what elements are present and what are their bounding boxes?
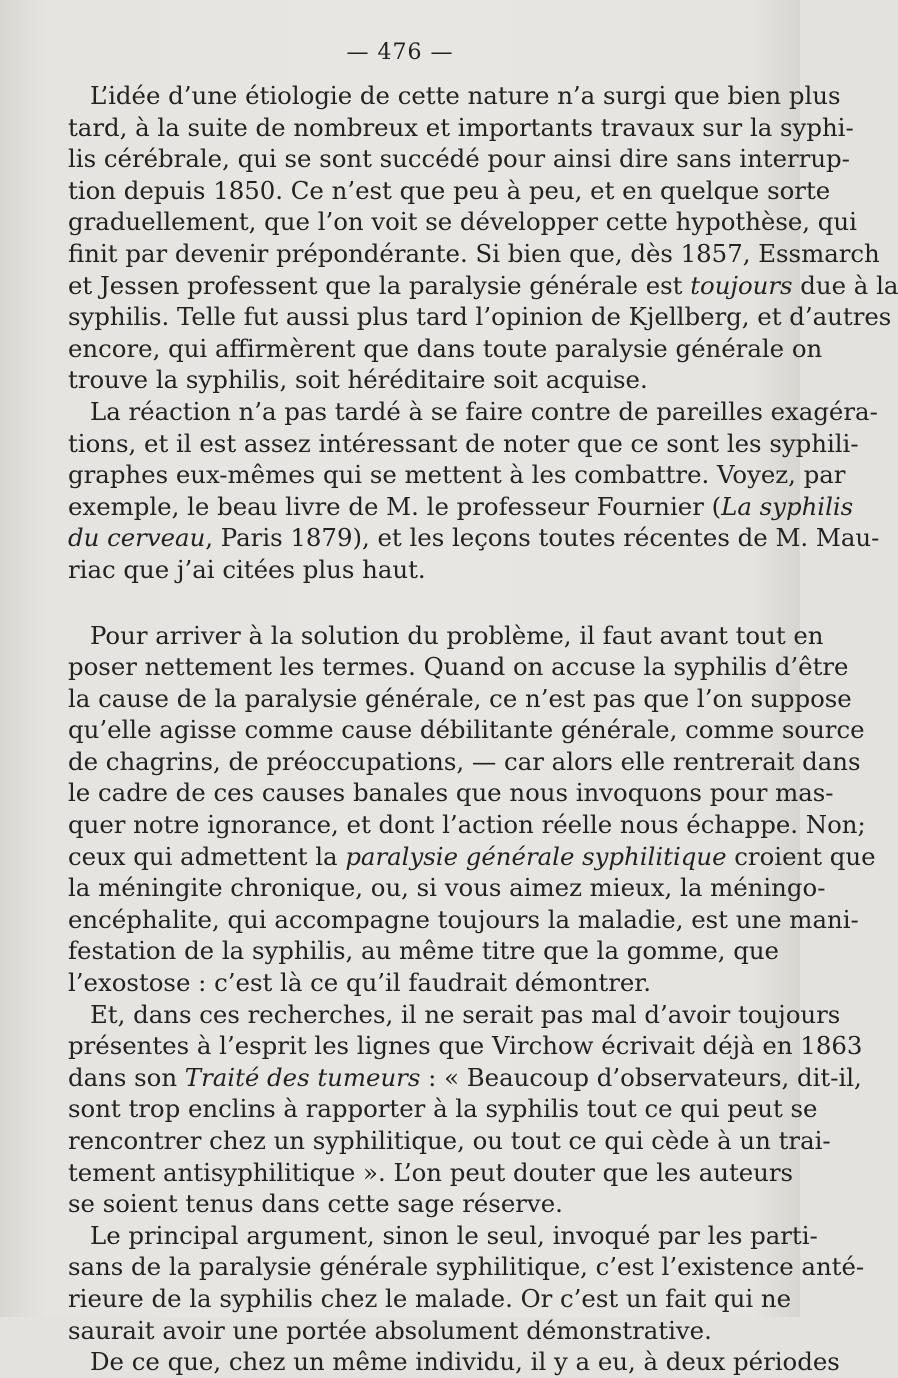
paragraph-5 bbox=[68, 1220, 865, 1346]
text-line: graduellement, que l’on voit se développer cette hypothèse, qui bbox=[68, 207, 857, 237]
text-line: graphes eux-mêmes qui se mettent à les combattre. Voyez, par bbox=[68, 460, 846, 490]
text-line: L’idée d’une étiologie de cette nature n’a surgi que bien plus bbox=[90, 81, 841, 110]
text-line: de chagrins, de préoccupations, — car alors elle rentrerait dans bbox=[68, 746, 861, 776]
text-line: se soient tenus dans cette sage réserve. bbox=[68, 1189, 563, 1219]
text-line: festation de la syphilis, au même titre que la gomme, que bbox=[68, 936, 779, 966]
body-text bbox=[68, 80, 898, 1378]
text-line: le cadre de ces causes banales que nous invoquons pour mas- bbox=[68, 778, 834, 808]
paragraph-2 bbox=[68, 396, 880, 586]
text-line: Le principal argument, sinon le seul, invoqué par les parti- bbox=[90, 1220, 818, 1250]
text-line: rieure de la syphilis chez le malade. Or c’est un fait qui ne bbox=[68, 1283, 792, 1313]
text-line: La réaction n’a pas tardé à se faire contre de pareilles exagéra- bbox=[90, 396, 878, 426]
paragraph-1 bbox=[68, 80, 898, 396]
text-line: encéphalite, qui accompagne toujours la maladie, est une mani- bbox=[68, 904, 859, 934]
text-line: tement antisyphilitique ». L’on peut douter que les auteurs bbox=[68, 1157, 794, 1187]
text-line: syphilis. Telle fut aussi plus tard l’opinion de Kjellberg, et d’autres bbox=[68, 302, 892, 332]
text-line: présentes à l’esprit les lignes que Virchow écrivait déjà en 1863 bbox=[68, 1031, 863, 1061]
text-line: et Jessen professent que la paralysie générale est toujours due à la bbox=[68, 270, 898, 300]
text-line: tions, et il est assez intéressant de noter que ce sont les syphili- bbox=[68, 428, 859, 458]
text-line: poser nettement les termes. Quand on accuse la syphilis d’être bbox=[68, 652, 849, 682]
paragraph-6 bbox=[68, 1346, 840, 1378]
page-number: — 476 — bbox=[346, 40, 454, 65]
text-line: dans son Traité des tumeurs : « Beaucoup d’observateurs, dit-il, bbox=[68, 1062, 862, 1092]
text-line: quer notre ignorance, et dont l’action réelle nous échappe. Non; bbox=[68, 810, 866, 840]
text-line: De ce que, chez un même individu, il y a eu, à deux périodes bbox=[90, 1347, 840, 1377]
text-line: tard, à la suite de nombreux et importants travaux sur la syphi- bbox=[68, 112, 854, 142]
paragraph-4 bbox=[68, 999, 863, 1220]
text-line: riac que j’ai citées plus haut. bbox=[68, 554, 426, 584]
text-line: rencontrer chez un syphilitique, ou tout ce qui cède à un trai- bbox=[68, 1126, 831, 1155]
text-line: exemple, le beau livre de M. le professeur Fournier (La syphilis bbox=[68, 491, 854, 521]
text-line: qu’elle agisse comme cause débilitante générale, comme source bbox=[68, 715, 865, 745]
text-line: la cause de la paralysie générale, ce n’est pas que l’on suppose bbox=[68, 683, 852, 713]
text-line: sans de la paralysie générale syphilitique, c’est l’existence anté- bbox=[68, 1252, 865, 1282]
text-line: Et, dans ces recherches, il ne serait pas mal d’avoir toujours bbox=[90, 999, 841, 1029]
text-line: trouve la syphilis, soit héréditaire soit acquise. bbox=[68, 365, 648, 395]
text-line: la méningite chronique, ou, si vous aimez mieux, la méningo- bbox=[68, 873, 826, 903]
text-line: Pour arriver à la solution du problème, il faut avant tout en bbox=[90, 620, 824, 650]
paragraph-3 bbox=[68, 620, 876, 999]
text-line: saurait avoir une portée absolument démonstrative. bbox=[68, 1315, 712, 1345]
text-line: ceux qui admettent la paralysie générale syphilitique croient que bbox=[68, 841, 876, 871]
text-line: finit par devenir prépondérante. Si bien que, dès 1857, Essmarch bbox=[68, 238, 880, 268]
section-break bbox=[68, 586, 766, 620]
text-line: sont trop enclins à rapporter à la syphilis tout ce qui peut se bbox=[68, 1094, 818, 1124]
text-line: l’exostose : c’est là ce qu’il faudrait démontrer. bbox=[68, 968, 652, 998]
text-line: du cerveau, Paris 1879), et les leçons toutes récentes de M. Mau- bbox=[68, 523, 880, 553]
text-line: lis cérébrale, qui se sont succédé pour ainsi dire sans interrup- bbox=[68, 144, 850, 174]
text-line: encore, qui affirmèrent que dans toute paralysie générale on bbox=[68, 333, 823, 363]
text-line: tion depuis 1850. Ce n’est que peu à peu, et en quelque sorte bbox=[68, 175, 831, 205]
